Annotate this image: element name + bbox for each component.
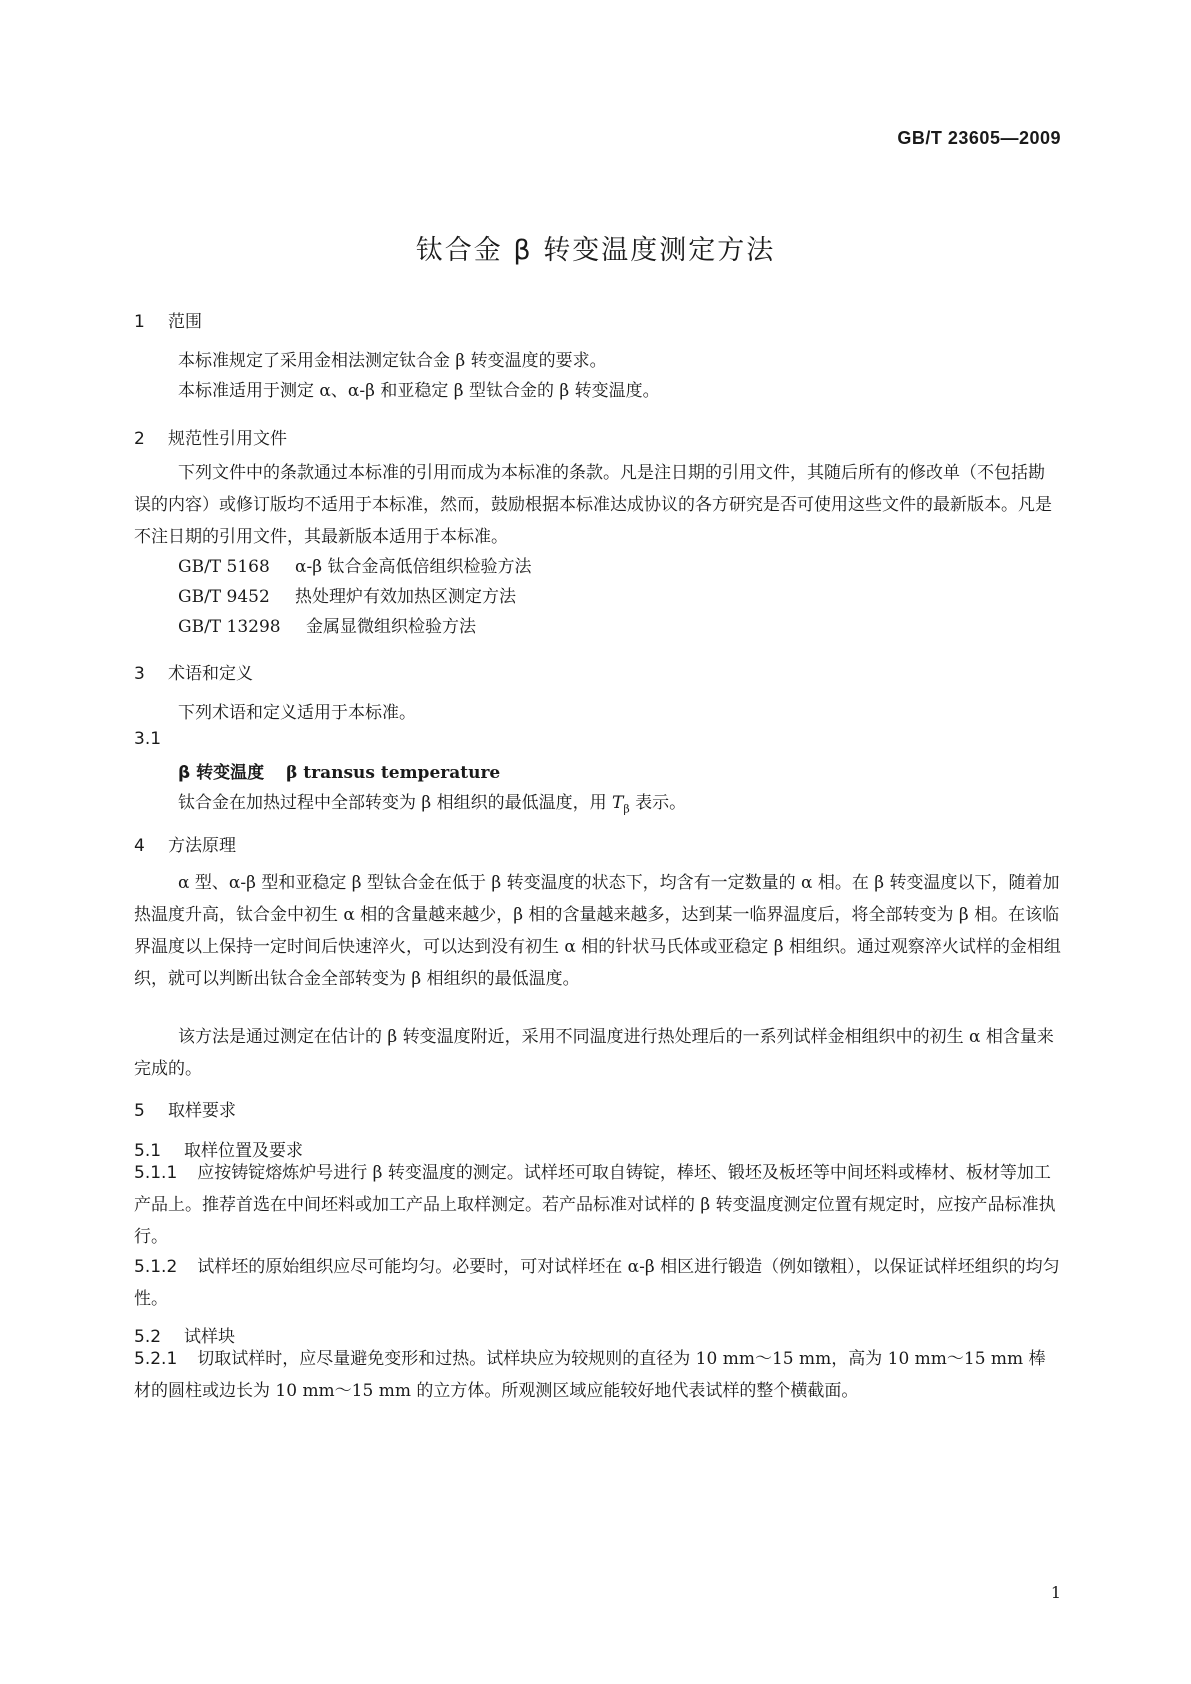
paragraph: α 型、α-β 型和亚稳定 β 型钛合金在低于 β 转变温度的状态下，均含有一定数量的 α 相。在 β 转变温度以下，随着加热温度升高，钛合金中初生 α 相的含量越来越少，β 相的含量越来越多，达到某一临界温度后，将全部转变为 β 相。在该临界温度以上保持一定时间后快速淬火，可以达到没有初生 α 相的针状马氏体或亚稳定 β 相组织。通过观察淬火试样的金相组织，就可以判断出钛合金全部转变为 β 相组织的最低温度。 [134,873,1061,989]
reference-name: 热处理炉有效加热区测定方法 [295,587,516,607]
clause-5-2-1 [134,1343,1061,1407]
term-english: β transus temperature [286,763,501,783]
subsection-title: 取样位置及要求 [184,1141,303,1161]
section-heading-principle [134,831,236,856]
clause-number: 5.1.1 [134,1163,178,1183]
subsection-number: 5.1 [134,1141,162,1161]
section-heading-terms [134,659,253,684]
clause-text: 应按铸锭熔炼炉号进行 β 转变温度的测定。试样坯可取自铸锭，棒坯、锻坯及板坯等中间坯料或棒材、板材等加工产品上。推荐首选在中间坯料或加工产品上取样测定。若产品标准对试样的 β 转变温度测定位置有规定时，应按产品标准执行。 [134,1163,1056,1247]
page-number: 1 [1050,1583,1061,1602]
reference-code: GB/T 13298 [178,617,281,637]
section-title: 规范性引用文件 [168,429,287,449]
subsection-title: 试样块 [184,1327,235,1347]
clause-5-1-2 [134,1251,1061,1315]
clause-5-1-1 [134,1157,1061,1253]
section-number: 2 [134,429,145,449]
reference-item [178,582,516,607]
section-number: 1 [134,312,145,332]
reference-code: GB/T 9452 [178,587,270,607]
paragraph: 该方法是通过测定在估计的 β 转变温度附近，采用不同温度进行热处理后的一系列试样金相组织中的初生 α 相含量来完成的。 [134,1027,1054,1079]
reference-code: GB/T 5168 [178,557,270,577]
reference-name: 金属显微组织检验方法 [306,617,476,637]
section-title: 范围 [168,312,202,332]
reference-item [178,612,476,637]
term-number: 3.1 [134,729,162,749]
paragraph: 本标准规定了采用金相法测定钛合金 β 转变温度的要求。 [178,351,607,371]
term-chinese: β 转变温度 [178,763,265,783]
section-title: 取样要求 [168,1101,236,1121]
clause-text: 切取试样时，应尽量避免变形和过热。试样块应为较规则的直径为 10 mm～15 mm，高为 10 mm～15 mm 棒材的圆柱或边长为 10 mm～15 mm 的立方体。所观测区域应能较好地代表试样的整个横截面。 [134,1349,1046,1401]
definition-text: 钛合金在加热过程中全部转变为 β 相组织的最低温度，用 [178,793,613,813]
term-entry [178,758,500,783]
section-number: 5 [134,1101,145,1121]
standard-code: GB/T 23605—2009 [897,128,1061,148]
section-number: 3 [134,664,145,684]
section-heading-normative-references [134,424,287,449]
section-title: 方法原理 [168,836,236,856]
clause-text: 试样坯的原始组织应尽可能均匀。必要时，可对试样坯在 α-β 相区进行锻造（例如镦粗），以保证试样坯组织的均匀性。 [134,1257,1060,1309]
document-title: 钛合金 β 转变温度测定方法 [415,235,776,266]
section-title: 术语和定义 [168,664,253,684]
clause-number: 5.1.2 [134,1257,178,1277]
symbol-subscript: β [623,802,630,816]
paragraph: 本标准适用于测定 α、α-β 和亚稳定 β 型钛合金的 β 转变温度。 [178,381,660,401]
paragraph: 下列文件中的条款通过本标准的引用而成为本标准的条款。凡是注日期的引用文件，其随后所有的修改单（不包括勘误的内容）或修订版均不适用于本标准，然而，鼓励根据本标准达成协议的各方研究是否可使用这些文件的最新版本。凡是不注日期的引用文件，其最新版本适用于本标准。 [134,463,1052,547]
clause-number: 5.2.1 [134,1349,178,1369]
section-heading-scope [134,307,202,332]
section-heading-sampling [134,1096,236,1121]
reference-name: α-β 钛合金高低倍组织检验方法 [295,557,532,577]
term-definition [178,788,686,815]
paragraph: 下列术语和定义适用于本标准。 [178,703,416,723]
definition-text-end: 表示。 [629,793,687,813]
symbol-t: T [612,793,624,813]
reference-item [178,552,531,577]
subsection-number: 5.2 [134,1327,162,1347]
section-number: 4 [134,836,145,856]
